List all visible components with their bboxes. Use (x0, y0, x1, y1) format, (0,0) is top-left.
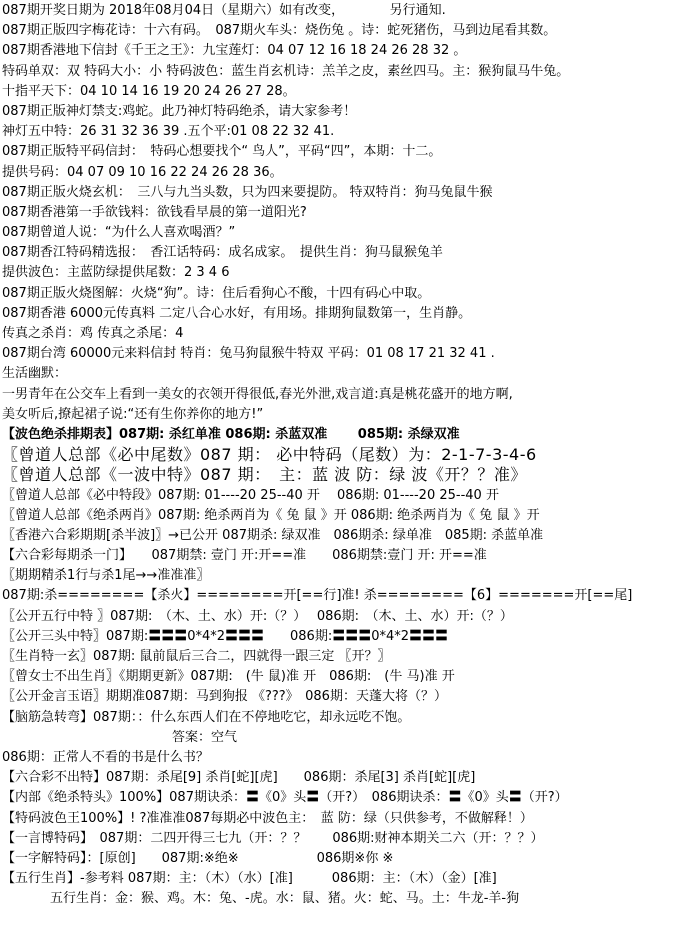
humor-heading: 生活幽默： (2, 366, 68, 382)
magic-lamp-five-line: 神灯五中特：26 31 32 36 39 .五个平:01 08 22 32 41. (2, 124, 335, 140)
xiangjiang-select-line: 087期香江特码精选报： 香江话特码：成名成家。 提供生肖：狗马鼠猴兔羊 (2, 245, 443, 261)
wave-kill-table-line: 【波色绝杀排期表】087期: 杀红单准 086期: 杀蓝双准 085期: 杀绿双准 (2, 426, 460, 442)
golden-words-line: 〖公开金言玉语〗期期准087期：马到狗报 《???》 086期：天蓬大将（？） (2, 689, 447, 705)
provided-numbers-line: 提供号码：04 07 09 10 16 22 24 26 28 36。 (2, 164, 283, 180)
five-elements-line: 〖公开五行中特 〗087期: （木、土、水）开:（？） 086期: （木、土、水）开:（？） (2, 608, 513, 624)
kill-one-door-line: 【六合彩每期杀一门】 087期禁: 壹门 开:开==准 086期禁:壹门 开: 开==准 (2, 548, 487, 564)
draw-date-notice: 087期开奖日期为 2018年08月04日（星期六）如有改变， 另行通知. (2, 3, 446, 18)
underground-envelope-line: 087期香港地下信封《千王之王》：九宝莲灯：04 07 12 16 18 24 26 28 32 。 (2, 43, 467, 59)
previous-teaser-line: 086期：正常人不看的书是什么书？ (2, 749, 209, 765)
no-special-line: 【六合彩不出特】087期：杀尾[9] 杀肖[蛇][虎] 086期：杀尾[3] 杀肖[蛇][虎] (2, 770, 476, 786)
five-element-zodiac-list: 五行生肖：金：猴、鸡。木：兔、-虎。水：鼠、猪。火：蛇、马。土：牛龙-羊-狗 (50, 891, 520, 907)
wave-color-tail-line: 提供波色：主蓝防绿提供尾数：2 3 4 6 (2, 265, 230, 281)
ten-fingers-line: 十指平天下：04 10 14 16 19 20 24 26 27 28。 (2, 83, 296, 99)
special-flat-envelope-line: 087期正版特平码信封： 特码心想要找个“ 鸟人”，平码“四”，本期：十二。 (2, 144, 442, 160)
one-word-line: 【一言博特码】 087期：二四开得三七九（开：？？ 086期:财神本期关二六（开：？？） (2, 830, 544, 846)
ms-tsang-zodiac-line: 〖曾女士不出生肖〗《期期更新》087期: (牛 鼠)准 开 086期: (牛 马)准 开 (2, 669, 455, 685)
one-char-line: 【一字解特码】：[原创] 087期:※绝※ 086期※你 ※ (2, 850, 394, 866)
five-element-zodiac-line: 【五行生肖】-参考料 087期：主：（木）（水）[准] 086期：主：（木）（金）[准] (2, 871, 497, 887)
brain-teaser-line: 【脑筋急转弯】087期：：什么东西人们在不停地吃它，却永远吃不饱。 (2, 709, 411, 725)
wave-color-king-line: 【特码波色王100%】! ?准准准087每期必中波色主： 蓝 防：绿（只供参考，不做解释！） (2, 810, 533, 826)
zodiac-mystery-line: 〖生肖特一玄〗087期: 鼠前鼠后三合二，四就得一跟三定 〖开？〗 (2, 649, 391, 664)
master-tsang-says-line: 087期曾道人说：“为什么人喜欢喝酒？” (2, 225, 236, 241)
taiwan-envelope-line: 087期台湾 60000元来料信封 特肖：兔马狗鼠猴牛特双 平码：01 08 17 21 32 41 . (2, 346, 495, 362)
fax-kill-line: 传真之杀肖：鸡 传真之杀尾：4 (2, 326, 184, 341)
internal-kill-head-line: 【内部《绝杀特头》100%】087期诀杀：〓《0》头〓（开?） 086期诀杀：〓《0》头〓（开?） (2, 790, 568, 806)
must-range-line: 〖曾道人总部《必中特段》087期: 01----20 25--40 开 086期: 01----20 25--40 开 (2, 487, 499, 503)
kill-two-zodiac-line: 〖曾道人总部《绝杀两肖》087期: 绝杀两肖为《 兔 鼠 》开 086期: 绝杀两肖为《 兔 鼠 》开 (2, 507, 540, 523)
three-heads-line: 〖公开三头中特〗087期:〓〓〓0*4*2〓〓〓 086期:〓〓〓0*4*2〓〓〓 (2, 628, 449, 644)
kill-row-tail-line: 087期:杀========【杀火】========开[==行]准! 杀========【6】=======开[==尾] (2, 588, 633, 604)
humor-text-2: 美女听后,撩起裙子说:“还有生你养你的地方!” (2, 406, 264, 422)
kill-row-tail-heading: 〖期期精杀1行与杀1尾→→准准准〗 (2, 568, 210, 584)
hk-fax-line: 087期香港 6000元传真料 二定八合心水好，有用场。排期狗鼠数第一，生肖静。 (2, 305, 472, 321)
brain-teaser-answer: 答案：空气 (172, 729, 238, 745)
fire-mystery-line: 087期正版火烧玄机： 三八与九当头数，只为四来要提防。 特双特肖：狗马兔鼠牛猴 (2, 184, 493, 200)
must-tail-line: 〖曾道人总部《必中尾数》087 期： 必中特码（尾数）为：2-1-7-3-4-6 (2, 445, 537, 465)
magic-lamp-ban-line: 087期正版神灯禁支:鸡蛇。此乃神灯特码绝杀，请大家参考！ (2, 103, 357, 119)
special-code-attributes-line: 特码单双：双 特码大小：小 特码波色：蓝生肖玄机诗：羔羊之皮，素丝四马。主：猴狗鼠马牛兔。 (2, 63, 570, 79)
humor-text-1: 一男青年在公交车上看到一美女的衣领开得很低,春光外泄,戏言道:真是桃花盛开的地方啊, (2, 386, 513, 402)
one-wave-line: 〖曾道人总部《一波中特》087 期： 主：蓝 波 防：绿 波《开？？准》 (2, 465, 527, 485)
fire-diagram-line: 087期正版火烧图解：火烧“狗”。诗：住后看狗心不酸，十四有码心中取。 (2, 285, 431, 301)
kill-half-wave-line: 〖香港六合彩期期[杀半波]〗→已公开 087期杀: 绿双准 086期杀: 绿单准 085期: 杀蓝单准 (2, 527, 544, 543)
four-char-poem-line: 087期正版四字梅花诗：十六有码。 087期火车头：烧伤兔 。诗：蛇死猪伤，马到边尾看其数。 (2, 23, 557, 39)
hk-first-hand-line: 087期香港第一手欲钱料：欲钱看早晨的第一道阳光? (2, 204, 307, 220)
